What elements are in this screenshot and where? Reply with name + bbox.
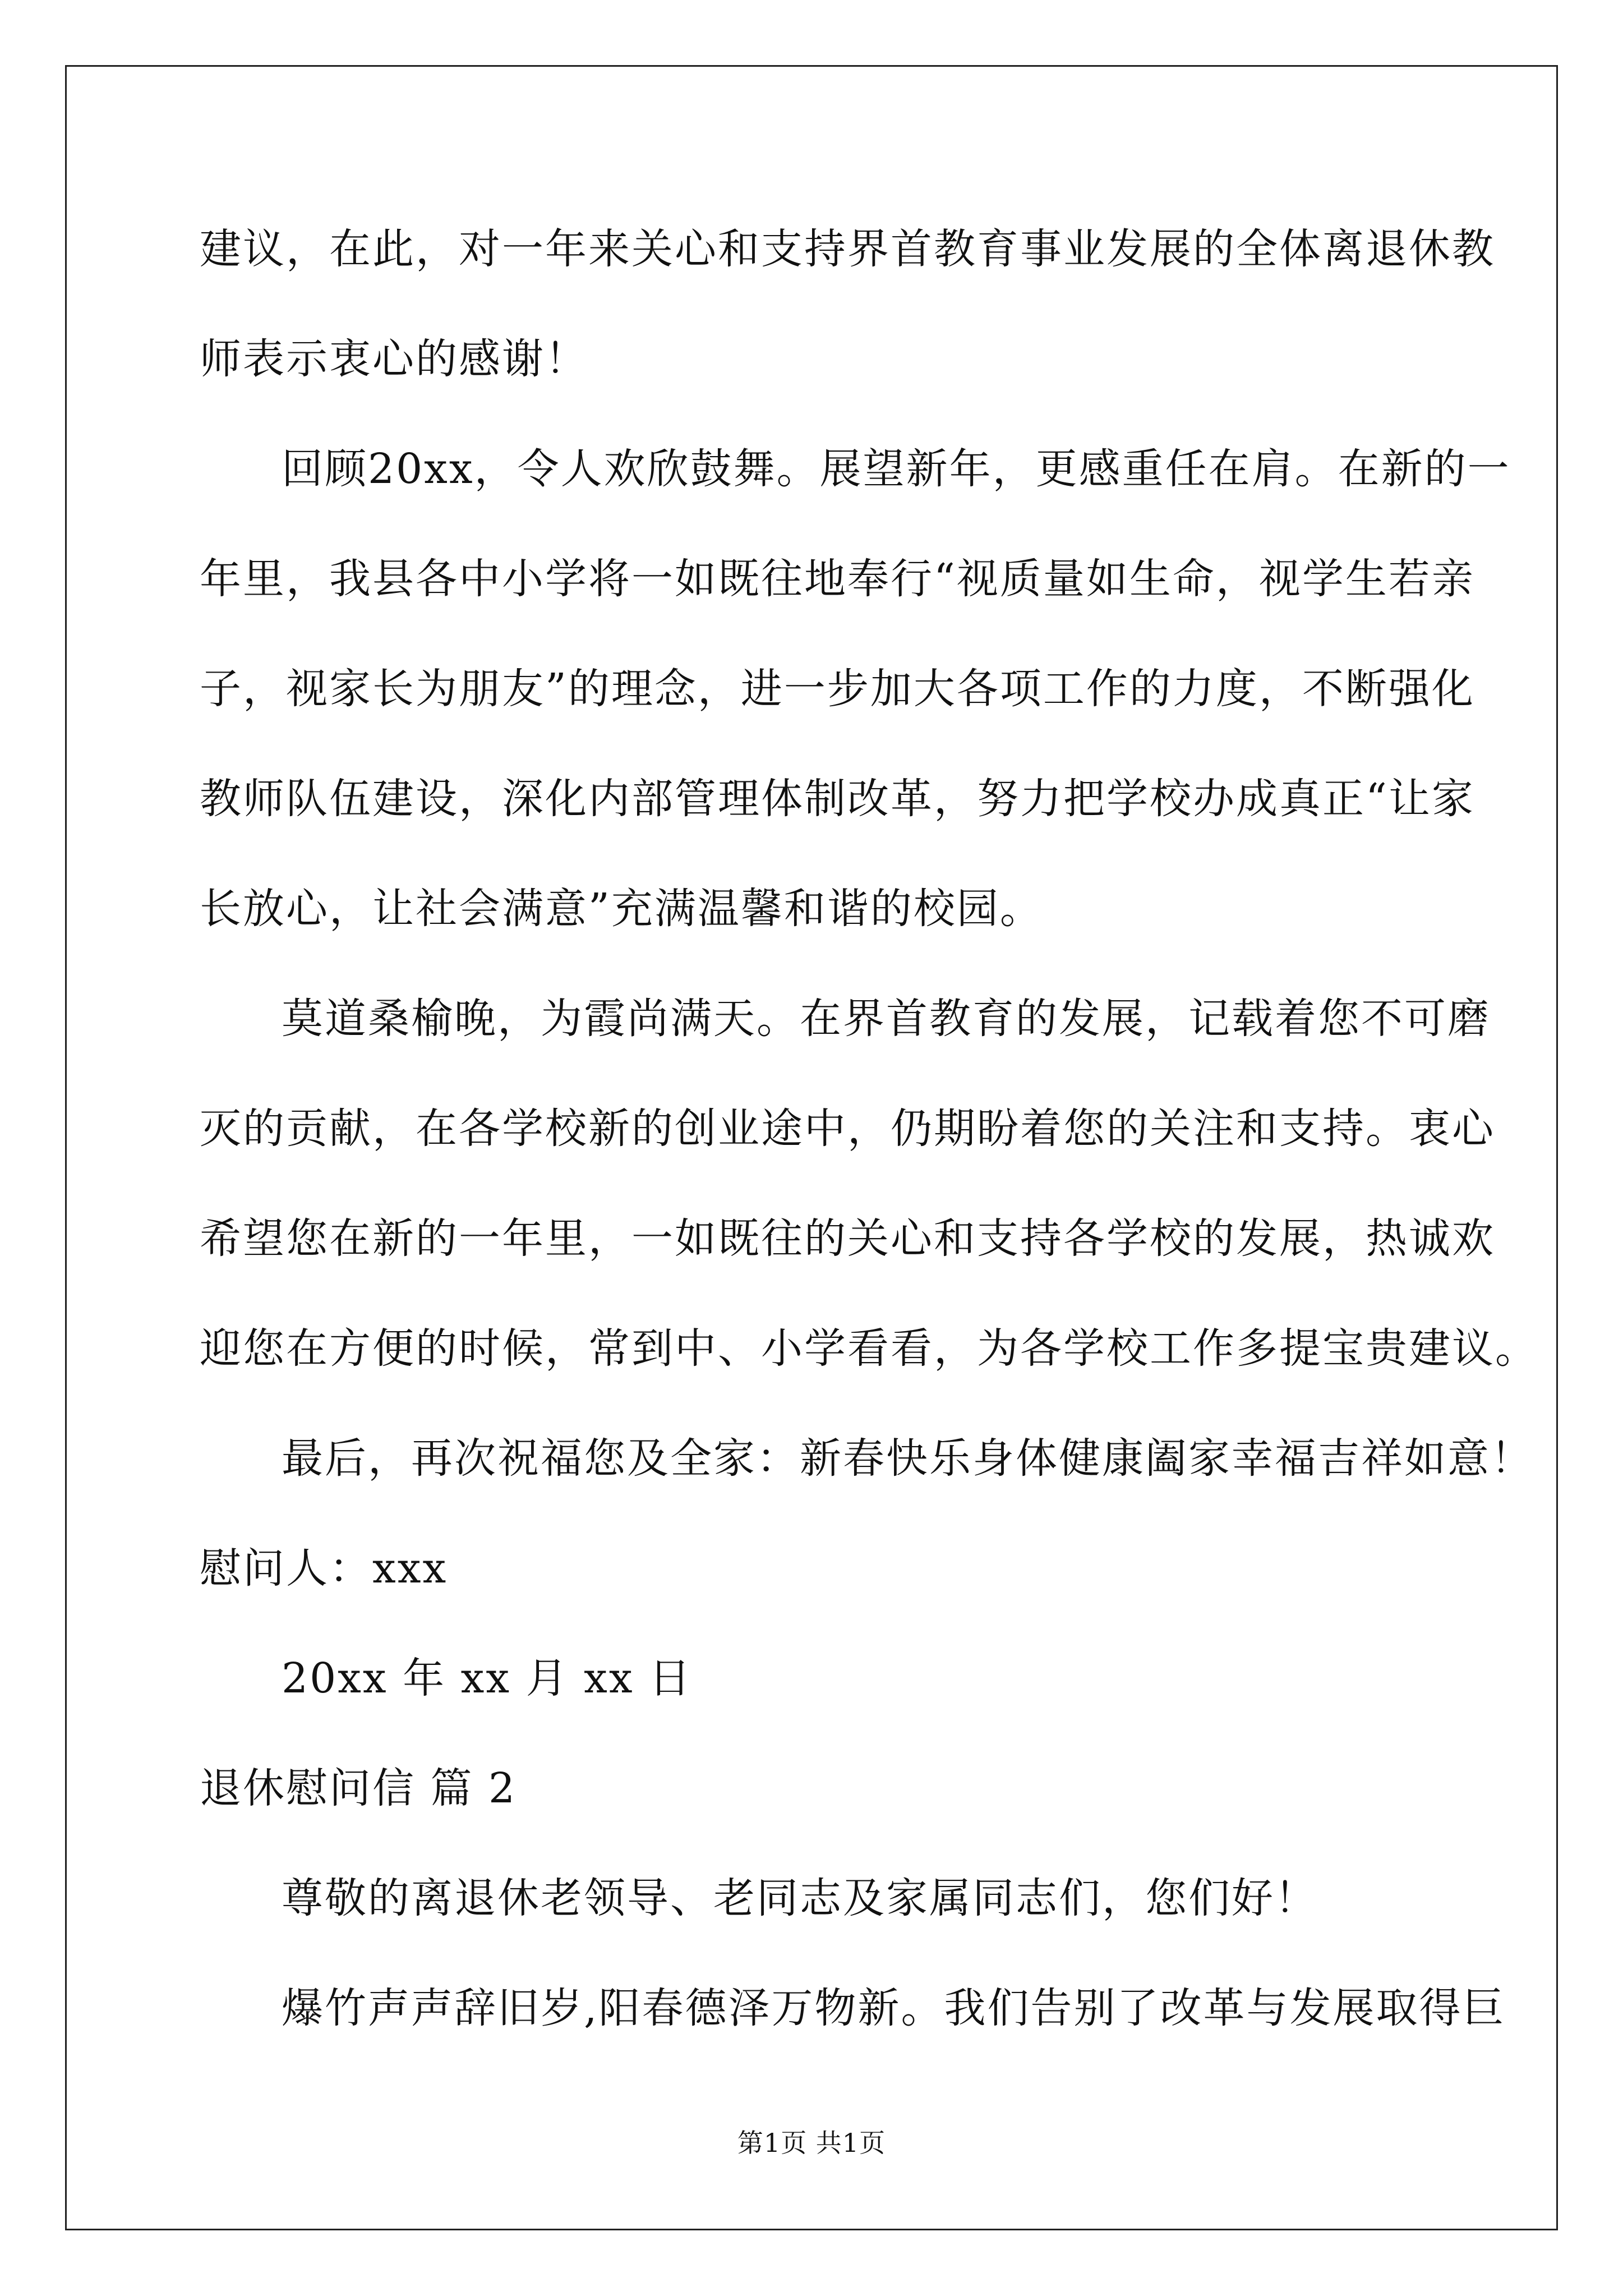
signature-line: 慰问人：xxx xyxy=(200,1544,448,1593)
text-line-11: 迎您在方便的时候，常到中、小学看看，为各学校工作多提宝贵建议。 xyxy=(200,1324,1538,1373)
section-heading: 退休慰问信 篇 2 xyxy=(200,1764,517,1812)
page-footer: 第1页 共1页 xyxy=(737,2128,886,2158)
text-line-3: 回顾20xx，令人欢欣鼓舞。展望新年，更感重任在肩。在新的一 xyxy=(282,445,1511,493)
text-line-8: 莫道桑榆晚，为霞尚满天。在界首教育的发展，记载着您不可磨 xyxy=(282,995,1491,1043)
document-body xyxy=(200,222,1538,2091)
text-line-9: 灭的贡献，在各学校新的创业途中，仍期盼着您的关注和支持。衷心 xyxy=(200,1105,1495,1153)
text-line-4: 年里，我县各中小学将一如既往地奉行“视质量如生命，视学生若亲 xyxy=(200,555,1475,603)
text-line-5: 子，视家长为朋友”的理念，进一步加大各项工作的力度，不断强化 xyxy=(200,665,1475,713)
salutation-line: 尊敬的离退休老领导、老同志及家属同志们，您们好！ xyxy=(282,1874,1318,1922)
text-line-7: 长放心，让社会满意”充满温馨和谐的校园。 xyxy=(200,885,1043,933)
text-line-1: 建议，在此，对一年来关心和支持界首教育事业发展的全体离退休教 xyxy=(200,225,1495,273)
text-line-2: 师表示衷心的感谢！ xyxy=(200,335,588,383)
text-line-6: 教师队伍建设，深化内部管理体制改革，努力把学校办成真正“让家 xyxy=(200,775,1475,823)
date-line: 20xx 年 xx 月 xx 日 xyxy=(282,1654,693,1703)
text-line-17: 爆竹声声辞旧岁,阳春德泽万物新。我们告别了改革与发展取得巨 xyxy=(282,1984,1506,2032)
text-line-10: 希望您在新的一年里，一如既往的关心和支持各学校的发展，热诚欢 xyxy=(200,1214,1495,1263)
text-line-12: 最后，再次祝福您及全家：新春快乐身体健康阖家幸福吉祥如意！ xyxy=(282,1434,1534,1483)
